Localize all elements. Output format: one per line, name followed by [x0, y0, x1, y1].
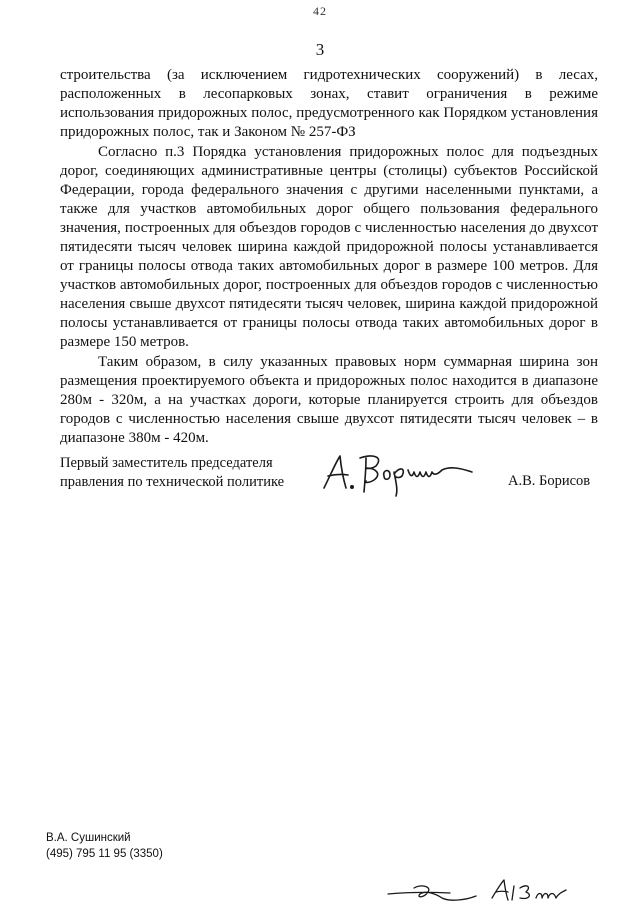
sheet-number: 42: [313, 4, 327, 18]
handwritten-signature: [310, 448, 480, 498]
signatory-name: А.В. Борисов: [508, 473, 591, 489]
signatory-title-line-1: Первый заместитель председателя: [60, 455, 273, 471]
page-number: 3: [315, 40, 325, 59]
initials-scribble: [380, 878, 580, 904]
executor-phone: (495) 795 11 95 (3350): [46, 848, 163, 860]
signatory-title: [60, 454, 320, 492]
paragraph-road-strips: Согласно п.3 Порядка установления придорожных полос для подъездных дорог, соединяющих административные центры (столицы) субъектов Российской Федерации, города федерального значения с другими населенными пунктами, а также для участков автомобильных дорог общего пользования федерального значения, построенных для объездов городов с численностью населения до двухсот пятидесяти тысяч человек ширина каждой придорожной полосы устанавливается от границы полосы отвода таких автомобильных дорог в размере 100 метров. Для участков автомобильных дорог, построенных для объездов городов с численностью населения свыше двухсот пятидесяти тысяч человек, ширина каждой придорожной полосы устанавливается от границы полосы отвода таких автомобильных дорог в размере 150 метров.: [60, 144, 598, 350]
executor-name: В.А. Сушинский: [46, 832, 131, 844]
paragraph-continuation: строительства (за исключением гидротехнических сооружений) в лесах, расположенных в лесопарковых зонах, ставит ограничения в режиме использования придорожных полос, предусмотренного как Порядком установления придорожных полос, так и Законом № 257-ФЗ: [60, 67, 598, 140]
executor-block: [46, 830, 163, 862]
signatory-title-line-2: правления по технической политике: [60, 474, 285, 490]
letter-body: [60, 66, 598, 448]
paragraph-conclusion: Таким образом, в силу указанных правовых норм суммарная ширина зон размещения проектируемого объекта и придорожных полос находится в диапазоне 280м - 320м, а на участках дороги, которые планируется строить для объездов городов с численностью населения свыше двухсот пятидесяти тысяч человек – в диапазоне 380м - 420м.: [60, 354, 598, 446]
